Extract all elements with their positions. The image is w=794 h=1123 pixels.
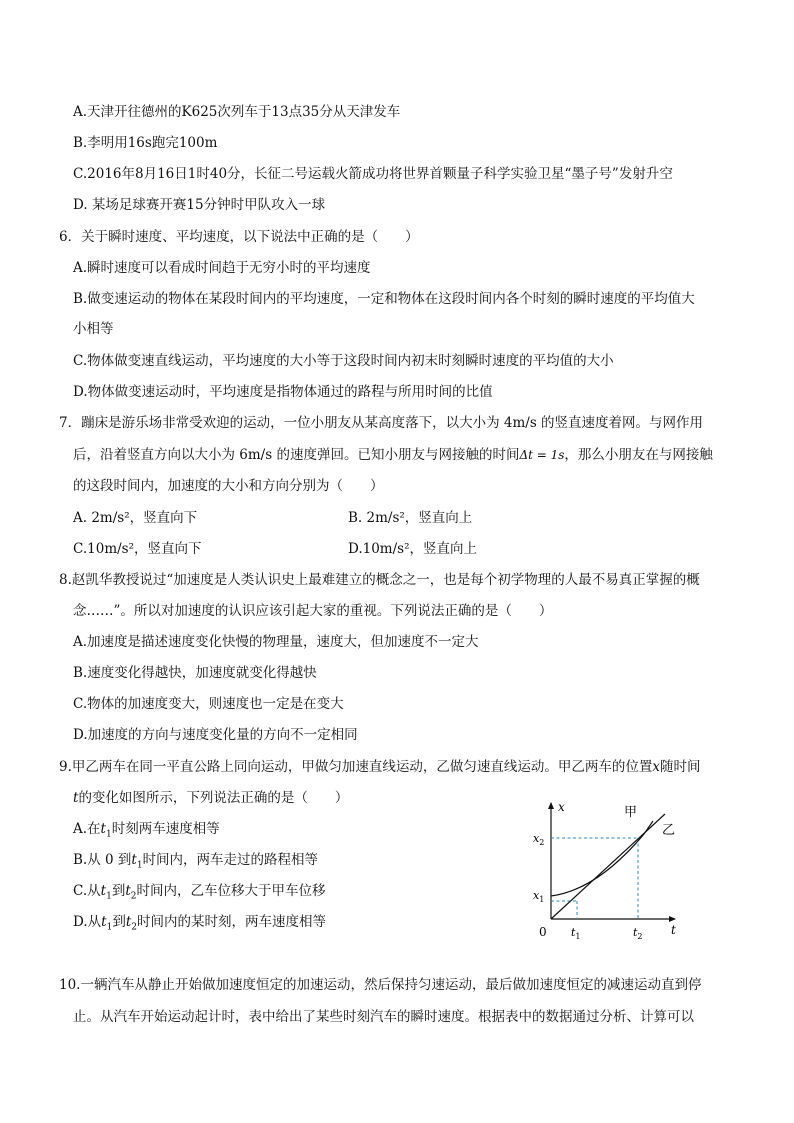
q9-opt-d-pre: D.从 — [73, 914, 102, 930]
q7-stem-line2-text-a: 后，沿着竖直方向以大小为 6m/s 的速度弹回。已知小朋友与网接触的时间 — [73, 447, 520, 463]
q7-stem-line2-text-b: ，那么小朋友在与网接触 — [564, 447, 713, 463]
q9-opt-b-sub: 1 — [136, 860, 143, 871]
q7-option-a: A. 2m/s²，竖直向下 — [73, 510, 198, 526]
q9-option-d — [73, 913, 326, 937]
q5-option-d: D. 某场足球赛开赛15分钟时甲队攻入一球 — [73, 197, 326, 213]
q7-option-d: D.10m/s²，竖直向上 — [348, 541, 478, 557]
q9-stem-line2 — [73, 789, 348, 807]
q9-opt-c-post: 时间内，乙车位移大于甲车位移 — [136, 883, 326, 899]
q7-delta-t-formula: Δt = 1s — [519, 448, 565, 462]
x1-label: $x_1$ — [533, 889, 545, 904]
q9-opt-a-sub: 1 — [105, 829, 112, 840]
q9-opt-c-sub2: 2 — [130, 891, 137, 902]
jia-label: 甲 — [624, 805, 638, 820]
q9-opt-d-sub1: 1 — [106, 922, 113, 933]
q9-opt-a-post: 时刻两车速度相等 — [111, 821, 220, 837]
q7-stem-line2 — [73, 446, 713, 464]
q8-option-d: D.加速度的方向与速度变化量的方向不一定相同 — [73, 727, 358, 743]
q9-opt-c-var2: t — [125, 883, 131, 899]
q9-opt-d-var2: t — [125, 914, 132, 930]
q7-stem-line3: 的这段时间内，加速度的大小和方向分别为（ ） — [73, 478, 384, 494]
q8-option-a: A.加速度是描述速度变化快慢的物理量，速度大，但加速度不一定大 — [73, 634, 479, 650]
q9-option-c — [73, 882, 325, 906]
q6-option-b-line1: B.做变速运动的物体在某段时间内的平均速度，一定和物体在这段时间内各个时刻的瞬时速度的平均值大 — [73, 291, 695, 307]
q9-opt-c-sub1: 1 — [106, 891, 112, 902]
q9-opt-c-var1: t — [100, 883, 107, 899]
q9-opt-d-sub2: 2 — [131, 922, 137, 933]
t1-label: $t_1$ — [571, 926, 581, 941]
x2-label: $x_2$ — [533, 832, 545, 847]
q9-opt-b-pre: B.从 0 到 — [73, 852, 132, 868]
q9-stem-text-a: 9.甲乙两车在同一平直公路上同向运动，甲做匀加速直线运动，乙做匀速直线运动。甲乙两车的位置 — [59, 759, 653, 775]
axis-t-label: t — [671, 923, 676, 937]
q6-option-a: A.瞬时速度可以看成时间趋于无穷小时的平均速度 — [73, 260, 371, 276]
yi-label: 乙 — [662, 823, 676, 838]
q9-stem-text-b: 随时间 — [660, 759, 701, 775]
q9-var-t: t — [73, 790, 79, 806]
q9-option-a — [73, 820, 220, 844]
q9-opt-b-post: 时间内，两车走过的路程相等 — [142, 852, 319, 868]
q9-opt-a-pre: A.在 — [73, 821, 101, 837]
q9-opt-c-mid: 到 — [111, 883, 126, 899]
q5-option-b: B.李明用16s跑完100m — [73, 135, 218, 151]
q9-stem-text-c: 的变化如图所示，下列说法正确的是（ ） — [78, 790, 349, 806]
q9-opt-a-var: t — [100, 821, 106, 837]
q10-stem-line1: 10.一辆汽车从静止开始做加速度恒定的加速运动，然后保持匀速运动，最后做加速度恒定的减速运动直到停 — [59, 977, 702, 993]
q9-opt-d-post: 时间内的某时刻，两车速度相等 — [136, 914, 326, 930]
q9-var-x: x — [652, 759, 661, 775]
q8-option-b: B.速度变化得越快，加速度就变化得越快 — [73, 665, 317, 681]
q9-option-b — [73, 851, 318, 875]
q9-stem-line1 — [59, 758, 701, 776]
q9-position-time-graph — [527, 797, 687, 947]
q7-stem-line1: 7．蹦床是游乐场非常受欢迎的运动，一位小朋友从某高度落下，以大小为 4m/s 的竖直速度着网。与网作用 — [59, 415, 704, 431]
t2-label: $t_2$ — [633, 926, 643, 941]
q5-option-a: A.天津开往德州的K625次列车于13点35分从天津发车 — [73, 104, 401, 120]
q6-option-b-line2: 小相等 — [73, 321, 114, 337]
q8-stem-line2: 念……”。所以对加速度的认识应该引起大家的重视。下列说法正确的是（ ） — [73, 603, 553, 619]
q7-option-b: B. 2m/s²，竖直向上 — [348, 510, 473, 526]
q8-stem-line1: 8.赵凯华教授说过“加速度是人类认识史上最难建立的概念之一，也是每个初学物理的人最不易真正掌握的概 — [59, 572, 700, 588]
yi-line — [551, 814, 665, 919]
q6-option-c: C.物体做变速直线运动，平均速度的大小等于这段时间内初末时刻瞬时速度的平均值的大小 — [73, 353, 614, 369]
q6-option-d: D.物体做变速运动时，平均速度是指物体通过的路程与所用时间的比值 — [73, 384, 493, 400]
axis-x-label: x — [558, 800, 565, 814]
q5-option-c: C.2016年8月16日1时40分，长征二号运载火箭成功将世界首颗量子科学实验卫星“墨子号”发射升空 — [73, 166, 673, 182]
q7-option-c: C.10m/s²，竖直向下 — [73, 541, 202, 557]
origin-label: 0 — [539, 925, 547, 939]
q8-option-c: C.物体的加速度变大，则速度也一定是在变大 — [73, 696, 344, 712]
q9-opt-b-var: t — [131, 852, 137, 868]
q9-opt-c-pre: C.从 — [73, 883, 101, 899]
q6-stem: 6．关于瞬时速度、平均速度，以下说法中正确的是（ ） — [59, 229, 419, 245]
q10-stem-line2: 止。从汽车开始运动起计时，表中给出了某些时刻汽车的瞬时速度。根据表中的数据通过分析、计算可以 — [73, 1009, 694, 1025]
q9-opt-d-mid: 到 — [112, 914, 126, 930]
q9-opt-d-var1: t — [101, 914, 107, 930]
